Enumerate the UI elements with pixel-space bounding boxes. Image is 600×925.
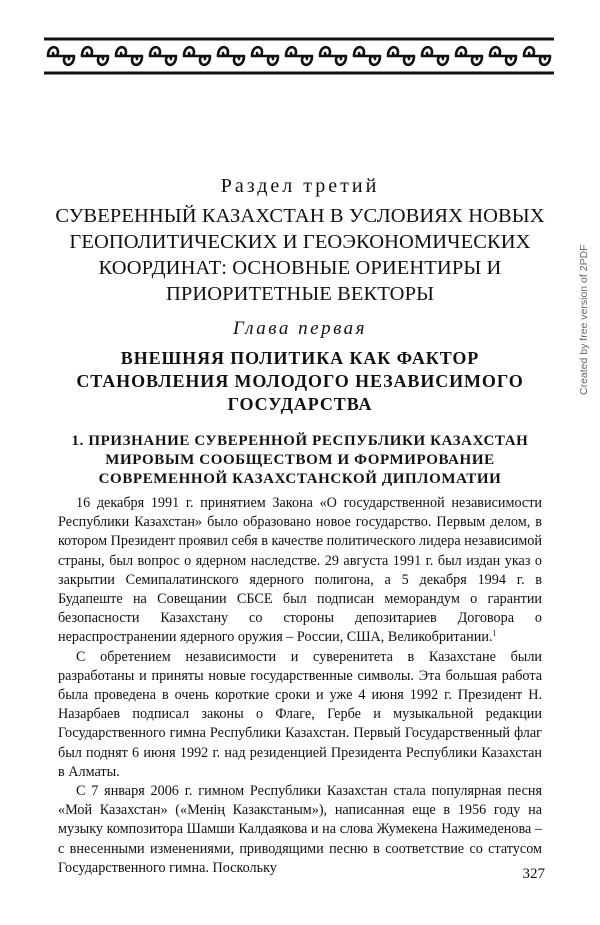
- ornament-curl: [320, 47, 346, 65]
- ornament-curl: [456, 47, 482, 65]
- chapter-title-line: ВНЕШНЯЯ ПОЛИТИКА КАК ФАКТОР: [120, 348, 480, 368]
- paragraph-text: 16 декабря 1991 г. принятием Закона «О государственной независимости Республики Казахстан» было образовано новое государство. Первым делом, в котором Президент проявил себя в качестве политического лидера независимой страны, был вопрос о ядерном наследстве. 29 августа 1991 г. был издан указ о закрытии Семипалатинского ядерного полигона, а 5 декабря 1994 г. в Будапеште на Совещании СБСЕ был подписан меморандум о гарантии безопасности Казахстану со стороны депозитариев Договора о нераспространении ядерного оружия – России, США, Великобритании.: [58, 495, 542, 646]
- chapter-title-line: ГОСУДАРСТВА: [227, 394, 373, 414]
- watermark-text: Created by free version of 2PDF: [578, 244, 590, 395]
- subsection-title-line: МИРОВЫМ СООБЩЕСТВОМ И ФОРМИРОВАНИЕ: [105, 452, 495, 468]
- chapter-label: Глава первая: [232, 318, 368, 339]
- subsection-title-line: СОВРЕМЕННОЙ КАЗАХСТАНСКОЙ ДИПЛОМАТИИ: [98, 471, 502, 487]
- watermark: [572, 215, 594, 395]
- body-text: [58, 494, 542, 878]
- section-label: Раздел третий: [220, 175, 380, 197]
- ornament-curl: [116, 47, 142, 65]
- subsection-title: [58, 432, 542, 489]
- chapter-title: [55, 347, 545, 416]
- subsection-title-line: 1. ПРИЗНАНИЕ СУВЕРЕННОЙ РЕСПУБЛИКИ КАЗАХСТАН: [71, 433, 529, 449]
- paragraph: С 7 января 2006 г. гимном Республики Казахстан стала популярная песня «Мой Казахстан» («Менің Казакстаным»), написанная еще в 1956 году на музыку композитора Шамши Калдаякова и на слова Жумекена Нажимеденова – с внесенными изменениями, приводящими песню в соответствие со статусом Государственного гимна. Поскольку: [58, 783, 542, 876]
- ornament-curl: [184, 47, 210, 65]
- paragraph: [58, 494, 542, 648]
- section-title-line: ГЕОПОЛИТИЧЕСКИХ И ГЕОЭКОНОМИЧЕСКИХ: [69, 231, 531, 253]
- paragraph: С обретением независимости и суверенитета в Казахстане были разработаны и приняты новые государственные символы. Эта большая работа была проведена в очень короткие сроки и уже 4 июня 1992 г. Президент Н. Назарбаев подписал законы о Флаге, Гербе и музыкальной редакции Государственного гимна Республики Казахстан. Первый Государственный флаг был поднят 6 июня 1992 г. над резиденцией Президента Республики Казахстан в Алматы.: [58, 648, 542, 780]
- page-number: 327: [522, 866, 545, 882]
- section-title-line: ПРИОРИТЕТНЫЕ ВЕКТОРЫ: [165, 283, 435, 305]
- ornament-curl: [252, 47, 278, 65]
- footnote-mark: 1: [492, 628, 497, 638]
- chapter-title-line: СТАНОВЛЕНИЯ МОЛОДОГО НЕЗАВИСИМОГО: [76, 371, 524, 391]
- ornament-curl: [48, 47, 74, 65]
- kazakh-ornament-border: [44, 37, 554, 75]
- ornament-curl: [524, 47, 550, 65]
- ornament-curl: [286, 47, 312, 65]
- ornament-curl: [388, 47, 414, 65]
- section-title-line: СУВЕРЕННЫЙ КАЗАХСТАН В УСЛОВИЯХ НОВЫХ: [55, 205, 545, 227]
- ornament-curl: [150, 47, 176, 65]
- section-title: [40, 203, 560, 307]
- ornament-curl: [422, 47, 448, 65]
- ornament-curl: [490, 47, 516, 65]
- ornament-curl: [354, 47, 380, 65]
- section-title-line: КООРДИНАТ: ОСНОВНЫЕ ОРИЕНТИРЫ И: [98, 257, 502, 279]
- ornament-curl: [218, 47, 244, 65]
- ornament-curl: [82, 47, 108, 65]
